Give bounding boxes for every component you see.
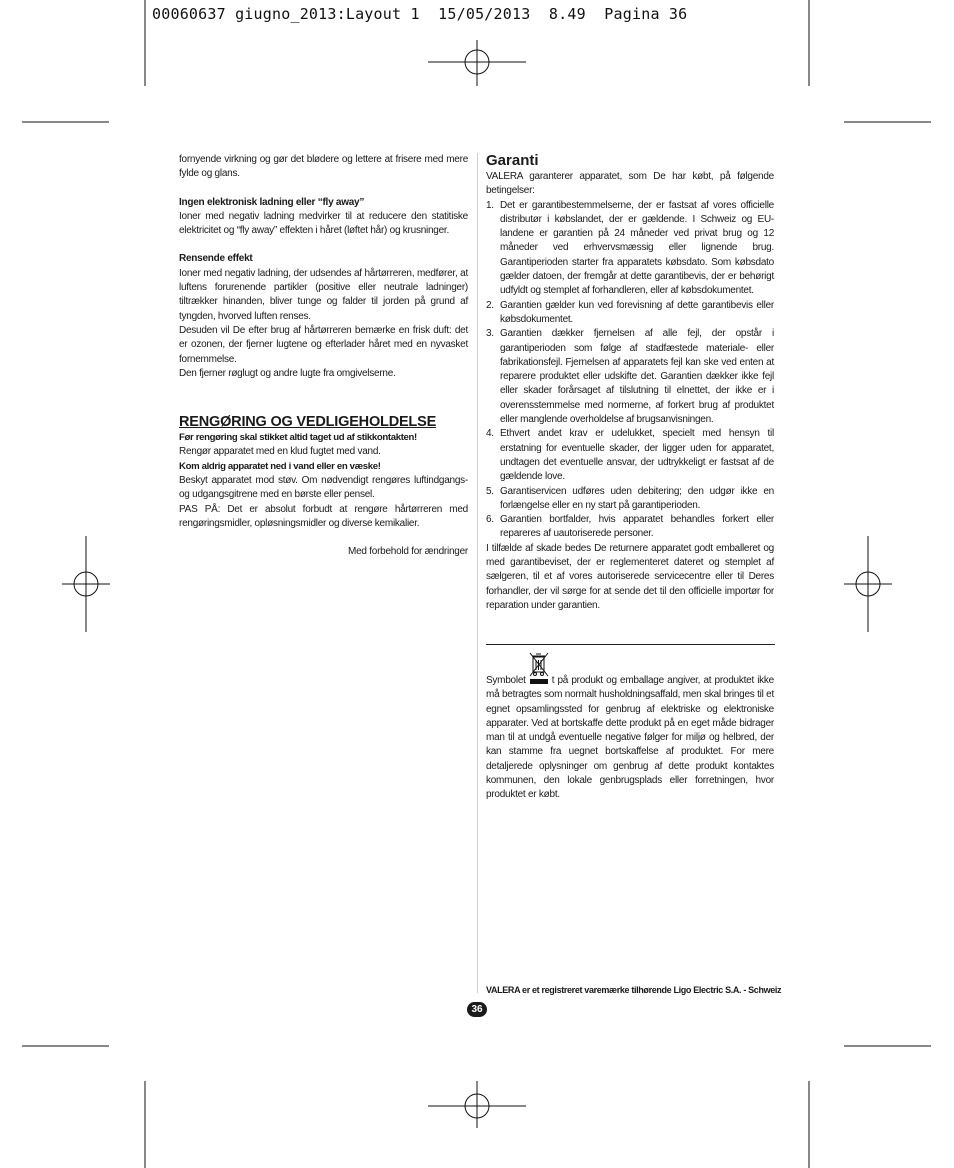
intro-paragraph: fornyende virkning og gør det blødere og lettere at frisere med mere fylde og glans.: [179, 154, 468, 180]
list-item: [486, 327, 774, 427]
list-number: 4.: [486, 428, 494, 440]
maintenance-text-1: Rengør apparatet med en klud fugtet med vand.: [179, 446, 381, 458]
right-column: [486, 151, 774, 613]
maintenance-text-3: PAS PÅ: Det er absolut forbudt at rengøre hårtørreren med rengøringsmidler, opløsningsmidler og diverse kemikalier.: [179, 503, 468, 529]
list-number: 2.: [486, 299, 494, 311]
guarantee-list: [486, 199, 774, 542]
clean-paragraph-2: Desuden vil De efter brug af hårtørreren bemærke en frisk duft: det er ozonen, der fjerner lugtene og efterlader håret med en nyvasket fornemmelse.: [179, 324, 468, 365]
maintenance-warning-1: Før rengøring skal stikket altid taget ud af stikkontakten!: [179, 432, 417, 444]
maintenance-text-2: Beskyt apparatet mod støv. Om nødvendigt rengøres luftindgangs- og udgangsgitrene med en børste eller pensel.: [179, 475, 468, 501]
guarantee-intro: VALERA garanterer apparatet, som De har købt, på følgende betingelser:: [486, 171, 774, 197]
list-text: Garantiservicen udføres uden debitering; den udgør ikke en forlængelse eller en ny start på garantiperioden.: [500, 485, 774, 511]
list-number: 5.: [486, 485, 494, 497]
maintenance-warning-2: Kom aldrig apparatet ned i vand eller en væske!: [179, 460, 381, 472]
list-item: [486, 513, 774, 542]
list-text: Ethvert andet krav er udelukket, specielt med hensyn til erstatning for eventuelle skader, der ligger uden for apparatet, undtagen det eventuelle ansvar, der udtrykkeligt er fastsat af de gældende love.: [500, 428, 774, 483]
damage-paragraph: I tilfælde af skade bedes De returnere apparatet godt emballeret og med garantibeviset, der er reglementeret dateret og stemplet af sælgeren, til et af vores autoriserede servicecentre eller til Deres forhandler, der vil sørge for at sende det til den officielle importør for reparation under garantien.: [486, 542, 774, 611]
clean-paragraph-1: Ioner med negativ ladning, der udsendes af hårtørreren, medfører, at luftens forurenende partikler (positive eller neutrale ladninger) tiltrækker hinanden, bliver tunge og falder til jorden på grund af tyngden, hvorved luften renses.: [179, 267, 468, 322]
list-item: [486, 485, 774, 514]
list-number: 1.: [486, 199, 494, 211]
page-number-badge: 36: [467, 1002, 487, 1017]
static-heading: Ingen elektronisk ladning eller “fly away”: [179, 196, 365, 208]
list-text: Garantien gælder kun ved forevisning af dette garantibevis eller købsdokumentet.: [500, 299, 774, 325]
clean-paragraph-3: Den fjerner røglugt og andre lugte fra omgivelserne.: [179, 367, 396, 379]
column-divider: [477, 153, 478, 993]
list-text: Garantien bortfalder, hvis apparatet behandles forkert eller repareres af uautoriserede personer.: [500, 514, 774, 540]
crossed-bin-icon: [528, 652, 550, 686]
list-number: 6.: [486, 514, 494, 526]
list-item: [486, 299, 774, 328]
clean-heading: Rensende effekt: [179, 253, 253, 265]
section-divider: [486, 644, 775, 645]
weee-notice: [486, 652, 774, 803]
list-item: [486, 427, 774, 484]
print-slug: 00060637 giugno_2013:Layout 1 15/05/2013 8.49 Pagina 36: [152, 5, 688, 23]
maintenance-heading: RENGØRING OG VEDLIGEHOLDELSE: [179, 414, 437, 431]
static-paragraph: Ioner med negativ ladning medvirker til at reducere den statitiske elektricitet og “fly away” effekten i håret (løftet hår) og krusninger.: [179, 210, 468, 237]
weee-text-rest: t på produkt og emballage angiver, at produktet ikke må betragtes som normalt husholdningsaffald, men skal bringes til et egnet opsamlingssted for genbrug af elektriske og elektroniske apparater. Ved at bortskaffe dette produkt på en eget måde bidrager man til at undgå eventuelle negative følger for miljø og helbred, der kan stamme fra uegnet bortskaffelse af produktet. For mere detaljerede oplysninger om genbrug af dette produkt kontaktes kommunen, den lokale genbrugsplads eller forretningen, hvor produktet er købt.: [486, 675, 774, 801]
trademark-note: VALERA er et registreret varemærke tilhørende Ligo Electric S.A. - Schweiz: [486, 985, 782, 995]
list-text: Garantien dækker fjernelsen af alle fejl, der opstår i garantiperioden som følge af stadfæstede materiale- eller fabrikationsfejl. Fjernelsen af apparatets fejl kan ske ved enten at reparere produktet eller udskifte det. Garantien dækker ikke fejl eller skader forårsaget af tilslutning til elnettet, der ikke er i overensstemmelse med normerne, af forkert brug af produktet eller manglende overholdelse af brugsanvisningen.: [500, 328, 774, 426]
guarantee-heading: Garanti: [486, 152, 539, 169]
list-text: Det er garantibestemmelserne, der er fastsat af vores officielle distributør i købslandet, der er gældende. I Schweiz og EU-landene er garantien på 24 måneder ved privat brug og 12 måneder ved erhvervsmæssig eller lignende brug. Garantiperioden starter fra apparatets købsdato. Som købsdato gælder datoen, der fremgår at dette garantibevis, der er behørigt udfyldt og stemplet af forhandleren, eller af købsdokumentet.: [500, 199, 774, 297]
weee-text-start: Symbolet: [486, 675, 526, 686]
reservation-note: Med forbehold for ændringer: [348, 546, 468, 558]
left-column: [179, 153, 468, 560]
list-item: [486, 199, 774, 299]
list-number: 3.: [486, 328, 494, 340]
